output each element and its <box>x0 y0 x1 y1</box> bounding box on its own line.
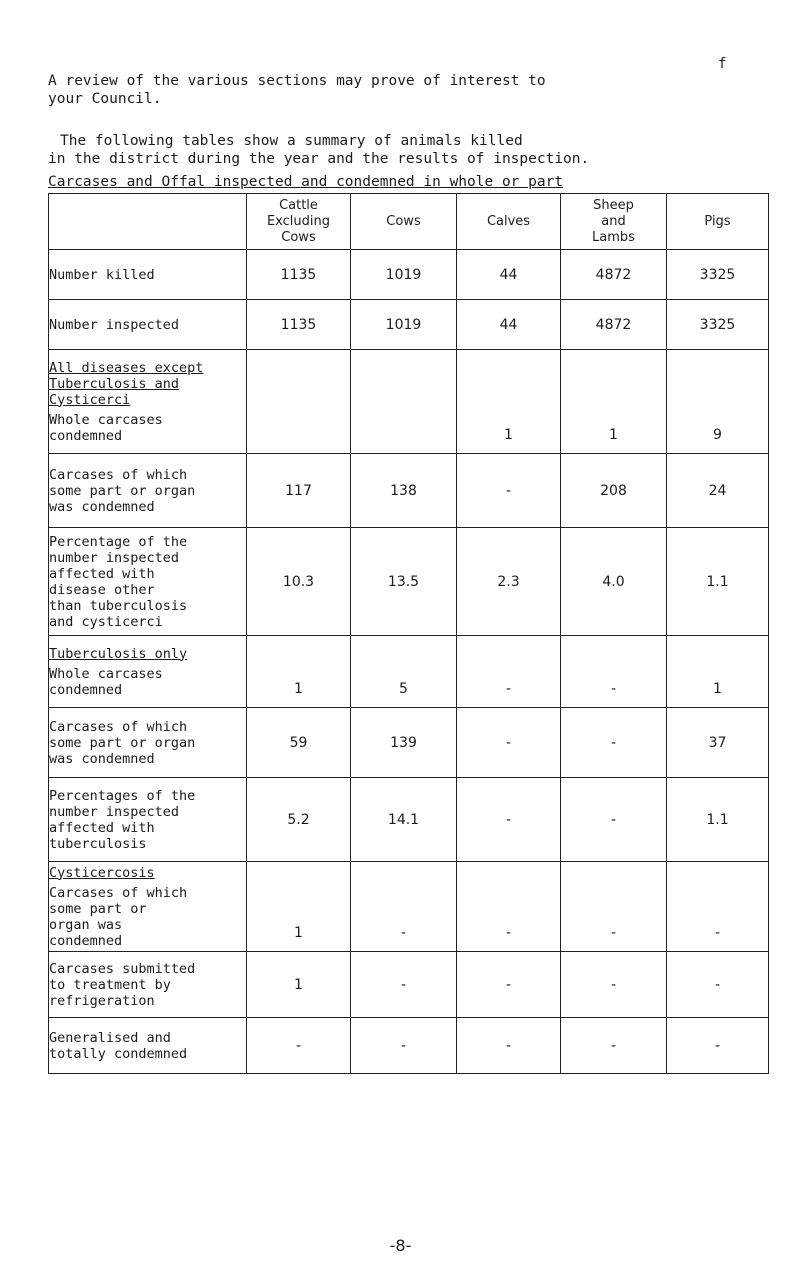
cell-value: - <box>351 1018 457 1074</box>
row-label-line: Carcases submitted <box>49 960 196 977</box>
row-label-line: some part or organ <box>49 482 196 499</box>
row-label <box>49 528 247 636</box>
cell-value: 1 <box>247 862 351 952</box>
cell-value: - <box>667 952 769 1018</box>
row-label-line: totally condemned <box>49 1045 188 1062</box>
row-label-line: affected with <box>49 565 155 582</box>
page-number: -8- <box>389 1236 412 1255</box>
row-label <box>49 1018 247 1074</box>
row-label <box>49 708 247 778</box>
cell-value: 138 <box>351 454 457 528</box>
cell-value: - <box>561 778 667 862</box>
cell-value: 14.1 <box>351 778 457 862</box>
cell-value: 1 <box>457 350 561 454</box>
cell-value: 10.3 <box>247 528 351 636</box>
row-label-line: number inspected <box>49 803 180 820</box>
cell-value: 44 <box>457 300 561 350</box>
cell-value: - <box>457 778 561 862</box>
row-label-line: number inspected <box>49 549 180 566</box>
row-label <box>49 952 247 1018</box>
row-label-line: affected with <box>49 819 155 836</box>
row-label-line: than tuberculosis <box>49 597 188 614</box>
cell-value: - <box>667 862 769 952</box>
row-label-line: Percentages of the <box>49 787 196 804</box>
summary-line-2: in the district during the year and the results of inspection. <box>48 151 590 167</box>
table-row <box>49 952 769 1018</box>
row-label-line: refrigeration <box>49 992 155 1009</box>
cell-value: - <box>457 862 561 952</box>
cell-value: - <box>457 636 561 708</box>
row-label-line: Percentage of the <box>49 533 188 550</box>
header-row <box>49 194 769 250</box>
cell-value: 1.1 <box>667 528 769 636</box>
table-row <box>49 778 769 862</box>
corner-mark: f <box>718 56 727 72</box>
summary-line-1: The following tables show a summary of animals killed <box>60 133 523 149</box>
table-row <box>49 1018 769 1074</box>
cell-value: - <box>247 1018 351 1074</box>
cell-value: 4872 <box>561 300 667 350</box>
row-label <box>49 778 247 862</box>
table-row <box>49 300 769 350</box>
section-heading: Cysticerci <box>49 391 131 408</box>
cell-value: 5.2 <box>247 778 351 862</box>
cell-value: 44 <box>457 250 561 300</box>
intro-line-2: your Council. <box>48 91 162 107</box>
table-row <box>49 528 769 636</box>
cell-value: 208 <box>561 454 667 528</box>
column-header: Pigs <box>667 194 769 250</box>
column-header: Calves <box>457 194 561 250</box>
section-heading: All diseases except <box>49 359 204 376</box>
cell-value: 3325 <box>667 250 769 300</box>
row-label-line: disease other <box>49 581 155 598</box>
row-label-line: Number inspected <box>49 316 180 333</box>
intro-line-1: A review of the various sections may prove of interest to <box>48 73 546 89</box>
cell-value <box>247 350 351 454</box>
row-label-line: condemned <box>49 681 123 698</box>
cell-value <box>351 350 457 454</box>
row-label-line: organ was <box>49 916 123 933</box>
row-label-line: condemned <box>49 932 123 949</box>
cell-value: - <box>561 1018 667 1074</box>
cell-value: - <box>561 862 667 952</box>
row-label-line: some part or <box>49 900 147 917</box>
row-label-line: Whole carcases <box>49 411 163 428</box>
row-label-line: and cysticerci <box>49 613 163 630</box>
row-label <box>49 636 247 708</box>
inspection-table <box>48 193 769 1074</box>
cell-value: 37 <box>667 708 769 778</box>
row-label-line: Carcases of which <box>49 718 188 735</box>
row-label-line: tuberculosis <box>49 835 147 852</box>
row-label-line: some part or organ <box>49 734 196 751</box>
cell-value: 4872 <box>561 250 667 300</box>
cell-value: 1135 <box>247 250 351 300</box>
cell-value: 2.3 <box>457 528 561 636</box>
cell-value: 5 <box>351 636 457 708</box>
header-blank <box>49 194 247 250</box>
cell-value: 4.0 <box>561 528 667 636</box>
table-row <box>49 350 769 454</box>
table-row <box>49 708 769 778</box>
row-label-line: to treatment by <box>49 976 171 993</box>
column-header: Sheep and Lambs <box>561 194 667 250</box>
summary-paragraph <box>48 132 768 168</box>
table-row <box>49 454 769 528</box>
cell-value: - <box>667 1018 769 1074</box>
table-row <box>49 636 769 708</box>
cell-value: - <box>561 952 667 1018</box>
table-row <box>49 250 769 300</box>
row-label-line: Generalised and <box>49 1029 171 1046</box>
cell-value: - <box>457 454 561 528</box>
cell-value: 13.5 <box>351 528 457 636</box>
cell-value: 9 <box>667 350 769 454</box>
row-label-line: Carcases of which <box>49 884 188 901</box>
cell-value: 1 <box>667 636 769 708</box>
column-header: Cows <box>351 194 457 250</box>
intro-paragraph <box>48 72 748 108</box>
cell-value: - <box>561 708 667 778</box>
cell-value: 24 <box>667 454 769 528</box>
row-label <box>49 250 247 300</box>
cell-value: 1135 <box>247 300 351 350</box>
section-heading: Cysticercosis <box>49 864 155 881</box>
row-label-line: was condemned <box>49 750 155 767</box>
row-label <box>49 300 247 350</box>
cell-value: - <box>457 1018 561 1074</box>
row-label <box>49 350 247 454</box>
cell-value: 1 <box>247 952 351 1018</box>
row-label-line: Number killed <box>49 266 155 283</box>
section-heading: Tuberculosis and <box>49 375 180 392</box>
row-label-line: condemned <box>49 427 123 444</box>
cell-value: 1 <box>247 636 351 708</box>
row-label-line: Carcases of which <box>49 466 188 483</box>
cell-value: 1019 <box>351 250 457 300</box>
cell-value: 1019 <box>351 300 457 350</box>
cell-value: - <box>351 952 457 1018</box>
cell-value: 3325 <box>667 300 769 350</box>
cell-value: 59 <box>247 708 351 778</box>
cell-value: 1.1 <box>667 778 769 862</box>
section-heading: Tuberculosis only <box>49 645 188 662</box>
cell-value: 1 <box>561 350 667 454</box>
table-row <box>49 862 769 952</box>
row-label <box>49 862 247 952</box>
cell-value: - <box>457 952 561 1018</box>
cell-value: - <box>457 708 561 778</box>
column-header: Cattle Excluding Cows <box>247 194 351 250</box>
row-label-line: was condemned <box>49 498 155 515</box>
cell-value: 117 <box>247 454 351 528</box>
row-label-line: Whole carcases <box>49 665 163 682</box>
row-label <box>49 454 247 528</box>
cell-value: 139 <box>351 708 457 778</box>
cell-value: - <box>561 636 667 708</box>
cell-value: - <box>351 862 457 952</box>
table-heading: Carcases and Offal inspected and condemned in whole or part <box>48 174 564 190</box>
